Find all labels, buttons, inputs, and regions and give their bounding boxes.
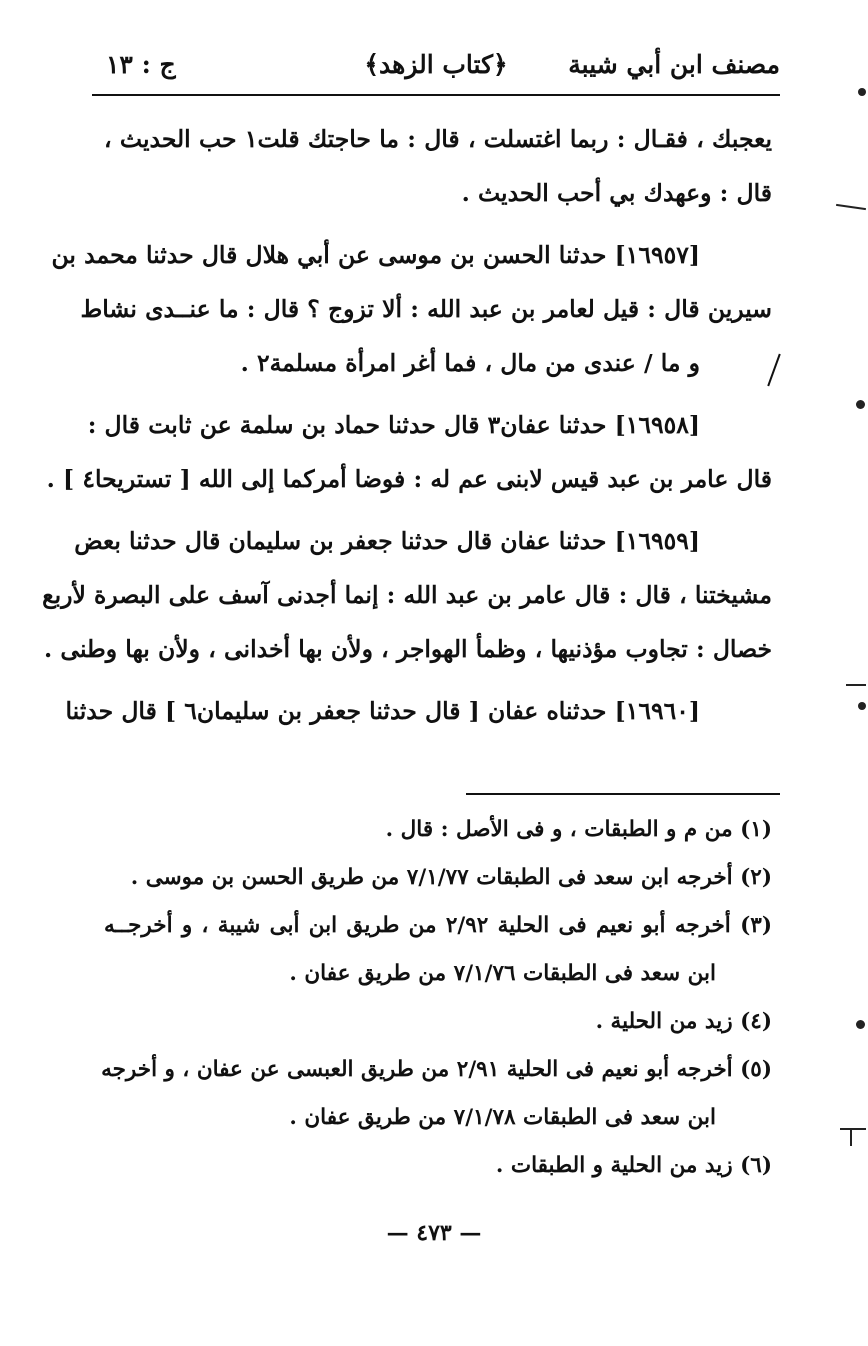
- header-rule: [92, 94, 780, 96]
- volume-number: ج : ١٣: [106, 50, 176, 79]
- hadith-16960-line: [١٦٩٦٠] حدثناه عفان [ قال حدثنا جعفر بن سليمان٦ ] قال حدثنا: [65, 697, 700, 725]
- footnote-continuation: ابن سعد فى الطبقات ٧/١/٧٨ من طريق عفان .: [289, 1105, 716, 1130]
- scan-mark: [840, 1128, 866, 1130]
- text-line: يعجبك ، فقـال : ربما اغتسلت ، قال : ما حاجتك قلت١ حب الحديث ،: [104, 125, 773, 153]
- scan-mark: [846, 684, 866, 686]
- footnote-item: (١) من م و الطبقات ، و فى الأصل : قال .: [385, 817, 772, 842]
- text-line: قال : وعهدك بي أحب الحديث .: [461, 179, 772, 207]
- text-line: خصال : تجاوب مؤذنيها ، وظمأ الهواجر ، ولأن بها أخدانى ، ولأن بها وطنى .: [44, 635, 772, 663]
- footnote-item: (٦) زيد من الحلية و الطبقات .: [495, 1153, 772, 1178]
- footnotes: [101, 806, 772, 1190]
- scan-mark: [850, 1128, 852, 1146]
- page-number: — ٤٧٣ —: [386, 1220, 482, 1246]
- footnote-item: (٣) أخرجه أبو نعيم فى الحلية ٢/٩٢ من طريق ابن أبى شيبة ، و أخرجــه: [104, 913, 772, 938]
- footnote-item: (٢) أخرجه ابن سعد فى الطبقات ٧/١/٧٧ من طريق الحسن بن موسى .: [130, 865, 772, 890]
- footnote-item: (٥) أخرجه أبو نعيم فى الحلية ٢/٩١ من طريق العبسى عن عفان ، و أخرجه: [101, 1057, 772, 1082]
- scan-mark: [836, 204, 866, 210]
- scan-mark: [856, 1020, 865, 1029]
- footnote-continuation: ابن سعد فى الطبقات ٧/١/٧٦ من طريق عفان .: [289, 961, 716, 986]
- hadith-16957-line: [١٦٩٥٧] حدثنا الحسن بن موسى عن أبي هلال قال حدثنا محمد بن: [51, 241, 700, 269]
- footnote-item: (٤) زيد من الحلية .: [595, 1009, 772, 1034]
- text-line: سيرين قال : قيل لعامر بن عبد الله : ألا تزوج ؟ قال : ما عنــدى نشاط: [80, 295, 772, 323]
- hadith-16958-line: [١٦٩٥٨] حدثنا عفان٣ قال حدثنا حماد بن سلمة عن ثابت قال :: [87, 411, 700, 439]
- text-line: قال عامر بن عبد قيس لابنى عم له : فوضا أمركما إلى الله [ تستريحا٤ ] .: [46, 465, 772, 493]
- page-header: [92, 44, 780, 94]
- scan-mark: [856, 400, 865, 409]
- hadith-16959-line: [١٦٩٥٩] حدثنا عفان قال حدثنا جعفر بن سليمان قال حدثنا بعض: [74, 527, 700, 555]
- main-text: [42, 112, 773, 738]
- text-line: و ما / عندى من مال ، فما أغر امرأة مسلمة٢ .: [240, 349, 700, 377]
- scan-mark: [858, 88, 866, 96]
- text-line: مشيختنا ، قال : قال عامر بن عبد الله : إنما أجدنى آسف على البصرة لأربع: [42, 581, 772, 609]
- chapter-title: ﴿كتاب الزهد﴾: [364, 50, 508, 79]
- book-title: مصنف ابن أبي شيبة: [568, 50, 780, 79]
- footnote-rule: [466, 793, 780, 795]
- scan-mark: [858, 702, 866, 710]
